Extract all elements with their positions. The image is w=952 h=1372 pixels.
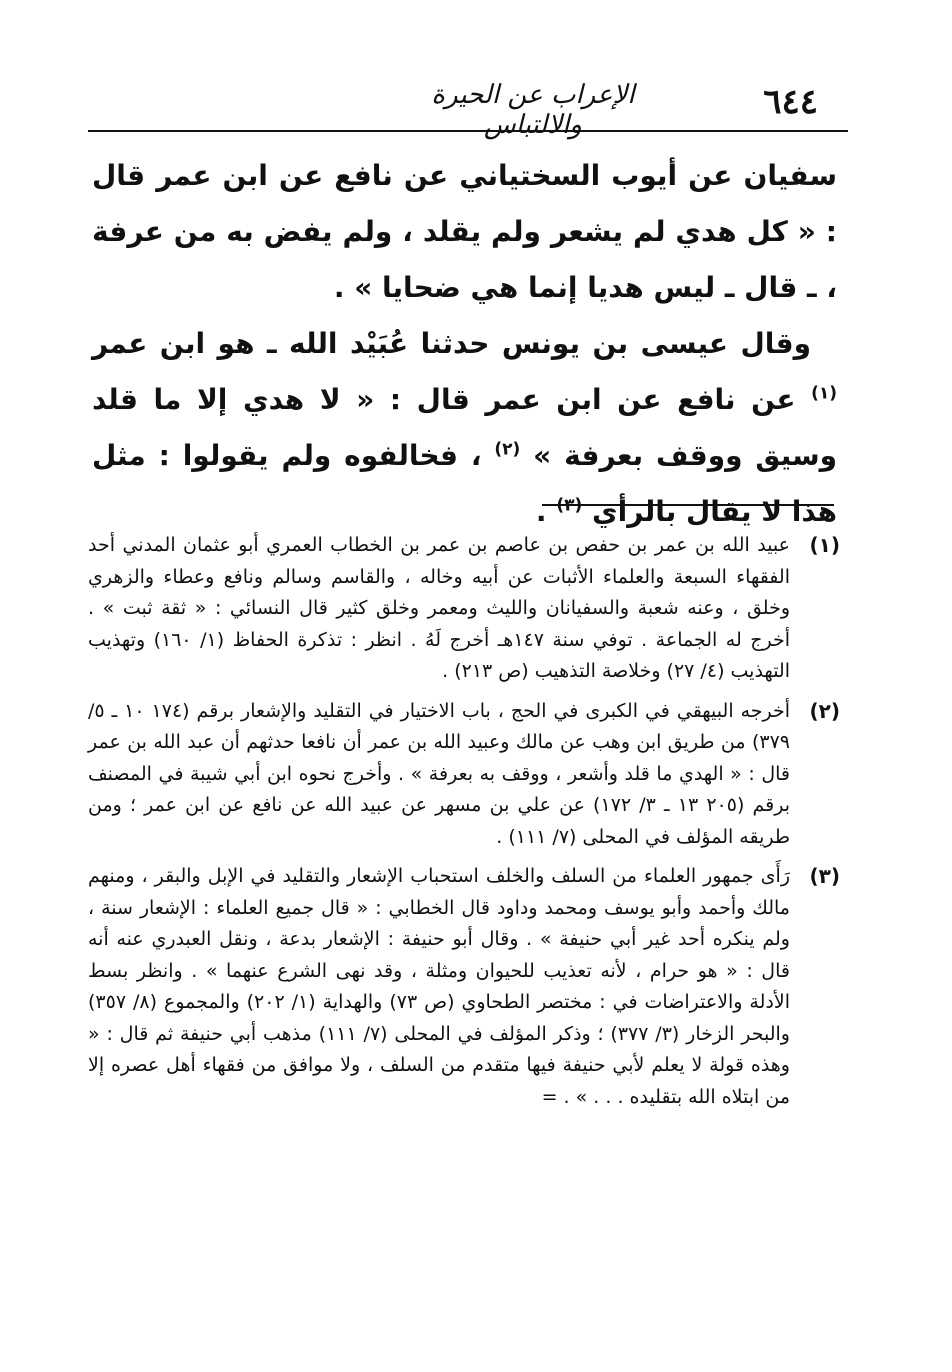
page-number: ٦٤٤ bbox=[763, 82, 818, 122]
main-text bbox=[92, 148, 837, 540]
footnote-text: أخرجه البيهقي في الكبرى في الحج ، باب الاختيار في التقليد والإشعار برقم (١٧٤ ١٠ ـ ٥/ ٣٧٩) من طريق ابن وهب عن مالك وعبيد الله بن عمر أن نافعا حدثهم أن عبد الله بن عمر قال : « الهدي ما قلد وأشعر ، ووقف به بعرفة » . وأخرج نحوه ابن أبي شيبة في المصنف برقم (٢٠٥ ١٣ ـ ٣/ ١٧٢) عن علي بن مسهر عن عبيد الله عن نافع عن ابن عمر ؛ ومن طريقه المؤلف في المحلى (٧/ ١١١) . bbox=[88, 699, 791, 848]
main-paragraph-2-part-c: ، فخالفوه ولم يقولوا : مثل هذا لا يقال بالرأي bbox=[92, 439, 837, 528]
main-paragraph-2 bbox=[92, 316, 837, 540]
footnote-text: عبيد الله بن عمر بن حفص بن عاصم بن عمر بن الخطاب العمري أبو عثمان المدني أحد الفقهاء السبعة والعلماء الأثبات عن أبيه وخاله ، والقاسم وسالم ونافع وعطاء والزهري وخلق ، وعنه شعبة والسفيانان والليث ومعمر وخلق كثير قال النسائي : « ثقة ثبت » . أخرج له الجماعة . توفي سنة ١٤٧هـ أخرج لَهُ . انظر : تذكرة الحفاظ (١/ ١٦٠) وتهذيب التهذيب (٤/ ٢٧) وخلاصة التذهيب (ص ٢١٣) . bbox=[88, 534, 790, 682]
main-paragraph-2-part-b: عن نافع عن ابن عمر قال : « لا هدي إلا ما قلد وسيق ووقف بعرفة » bbox=[92, 383, 838, 472]
footnote-ref-1: (١) bbox=[811, 383, 838, 404]
header-rule bbox=[88, 130, 848, 132]
footnote-2 bbox=[88, 696, 840, 854]
page-header bbox=[88, 74, 848, 140]
main-paragraph-1: سفيان عن أيوب السختياني عن نافع عن ابن عمر قال : « كل هدي لم يشعر ولم يقلد ، ولم يفض به من عرفة ، ـ قال ـ ليس هديا إنما هي ضحايا » . bbox=[92, 159, 837, 304]
footnote-number: (٢) bbox=[809, 698, 840, 723]
footnote-number: (١) bbox=[809, 533, 840, 557]
footnote-1 bbox=[88, 530, 840, 688]
footnotes bbox=[88, 530, 840, 1121]
footnote-text: رَأَى جمهور العلماء من السلف والخلف استحباب الإشعار والتقليد في الإبل والبقر ، ومنهم مالك وأحمد وأبو يوسف ومحمد وداود قال الخطابي : « قال جميع العلماء : الإشعار سنة ، ولم ينكره أحد غير أبي حنيفة » . وقال أبو حنيفة : الإشعار بدعة ، ونقل العبدري عنه أنه قال : « هو حرام ، لأنه تعذيب للحيوان ومثلة ، وقد نهى الشرع عنهما » . وانظر بسط الأدلة والاعتراضات في : مختصر الطحاوي (ص ٧٣) والهداية (١/ ٢٠٢) والمجموع (٨/ ٣٥٧) والبحر الزخار (٣/ ٣٧٧) ؛ وذكر المؤلف في المحلى (٧/ ١١١) مذهب أبي حنيفة ثم قال : « وهذه قولة لا يعلم لأبي حنيفة فيها متقدم من السلف ، ولا موافق من فقهاء أهل عصره إلا من ابتلاه الله بتقليده . . . » . = bbox=[88, 865, 790, 1108]
footnote-ref-2: (٢) bbox=[494, 439, 521, 460]
main-paragraph-2-part-a: وقال عيسى بن يونس حدثنا عُبَيْد الله ـ هو ابن عمر bbox=[92, 327, 811, 360]
running-title: الإعراب عن الحيرة والالتباس bbox=[431, 80, 635, 140]
main-paragraph-2-part-d: . bbox=[535, 495, 547, 528]
footnote-separator bbox=[542, 504, 834, 506]
footnote-ref-3: (٣) bbox=[556, 495, 583, 516]
footnote-number: (٣) bbox=[809, 864, 840, 888]
footnote-3 bbox=[88, 861, 840, 1113]
